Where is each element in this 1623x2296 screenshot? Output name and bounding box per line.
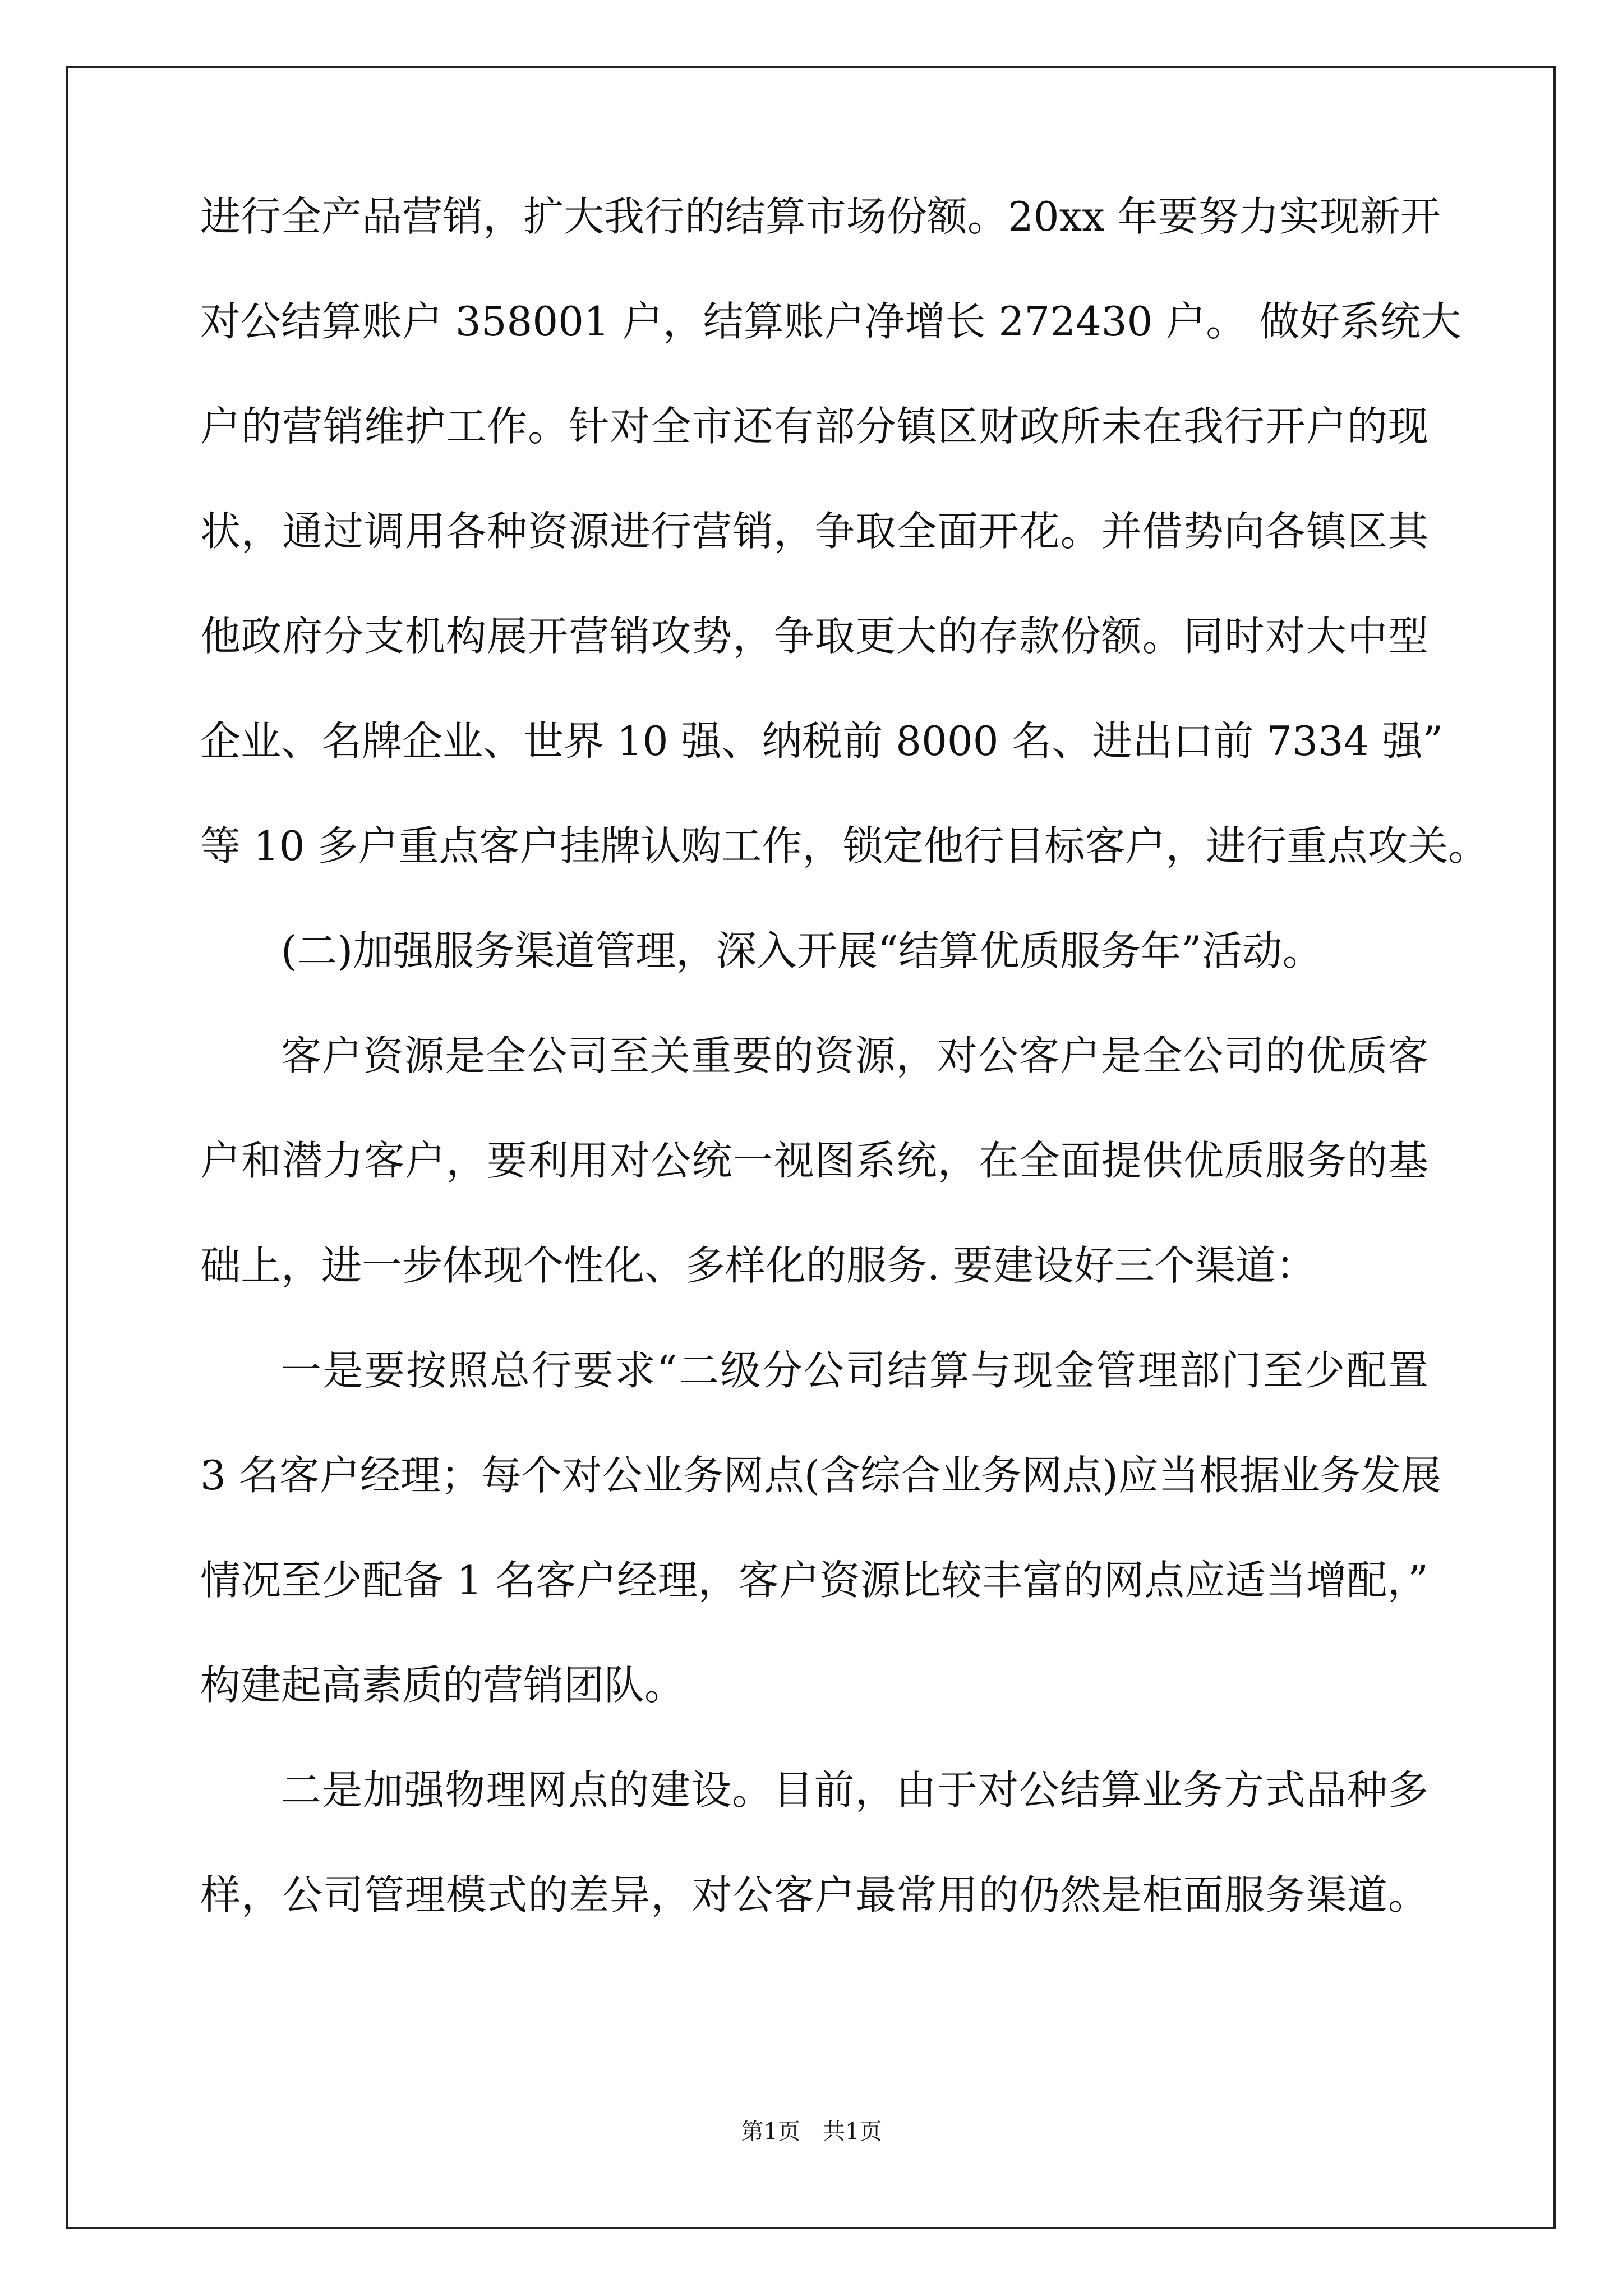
text-line: 进行全产品营销，扩大我行的结算市场份额。20xx 年要努力实现新开 xyxy=(200,193,1441,240)
page-footer: 第1页 共1页 xyxy=(741,2119,882,2145)
paragraph-first-line: 二是加强物理网点的建设。目前，由于对公结算业务方式品种多 xyxy=(281,1766,1428,1814)
text-line: 对公结算账户 358001 户，结算账户净增长 272430 户。 做好系统大 xyxy=(200,298,1461,345)
text-line: 他政府分支机构展开营销攻势，争取更大的存款份额。同时对大中型 xyxy=(200,613,1428,660)
section-heading: (二)加强服务渠道管理，深入开展“结算优质服务年”活动。 xyxy=(281,927,1323,974)
text-line: 户和潜力客户，要利用对公统一视图系统，在全面提供优质服务的基 xyxy=(200,1137,1428,1184)
text-line: 样，公司管理模式的差异，对公客户最常用的仍然是柜面服务渠道。 xyxy=(200,1871,1428,1918)
text-line: 企业、名牌企业、世界 10 强、纳税前 8000 名、进出口前 7334 强” xyxy=(200,717,1444,765)
paragraph-first-line: 客户资源是全公司至关重要的资源，对公客户是全公司的优质客 xyxy=(281,1032,1428,1079)
paragraph-first-line: 一是要按照总行要求“二级分公司结算与现金管理部门至少配置 xyxy=(281,1347,1428,1394)
text-line: 3 名客户经理；每个对公业务网点(含综合业务网点)应当根据业务发展 xyxy=(200,1452,1441,1499)
text-line: 情况至少配备 1 名客户经理，客户资源比较丰富的网点应适当增配，” xyxy=(200,1557,1428,1604)
text-line: 等 10 多户重点客户挂牌认购工作，锁定他行目标客户，进行重点攻关。 xyxy=(200,822,1489,869)
text-line: 构建起高素质的营销团队。 xyxy=(200,1662,685,1709)
text-line: 状，通过调用各种资源进行营销，争取全面开花。并借势向各镇区其 xyxy=(200,508,1428,555)
text-line: 础上，进一步体现个性化、多样化的服务. 要建设好三个渠道： xyxy=(200,1242,1316,1289)
text-line: 户的营销维护工作。针对全市还有部分镇区财政所未在我行开户的现 xyxy=(200,403,1428,450)
